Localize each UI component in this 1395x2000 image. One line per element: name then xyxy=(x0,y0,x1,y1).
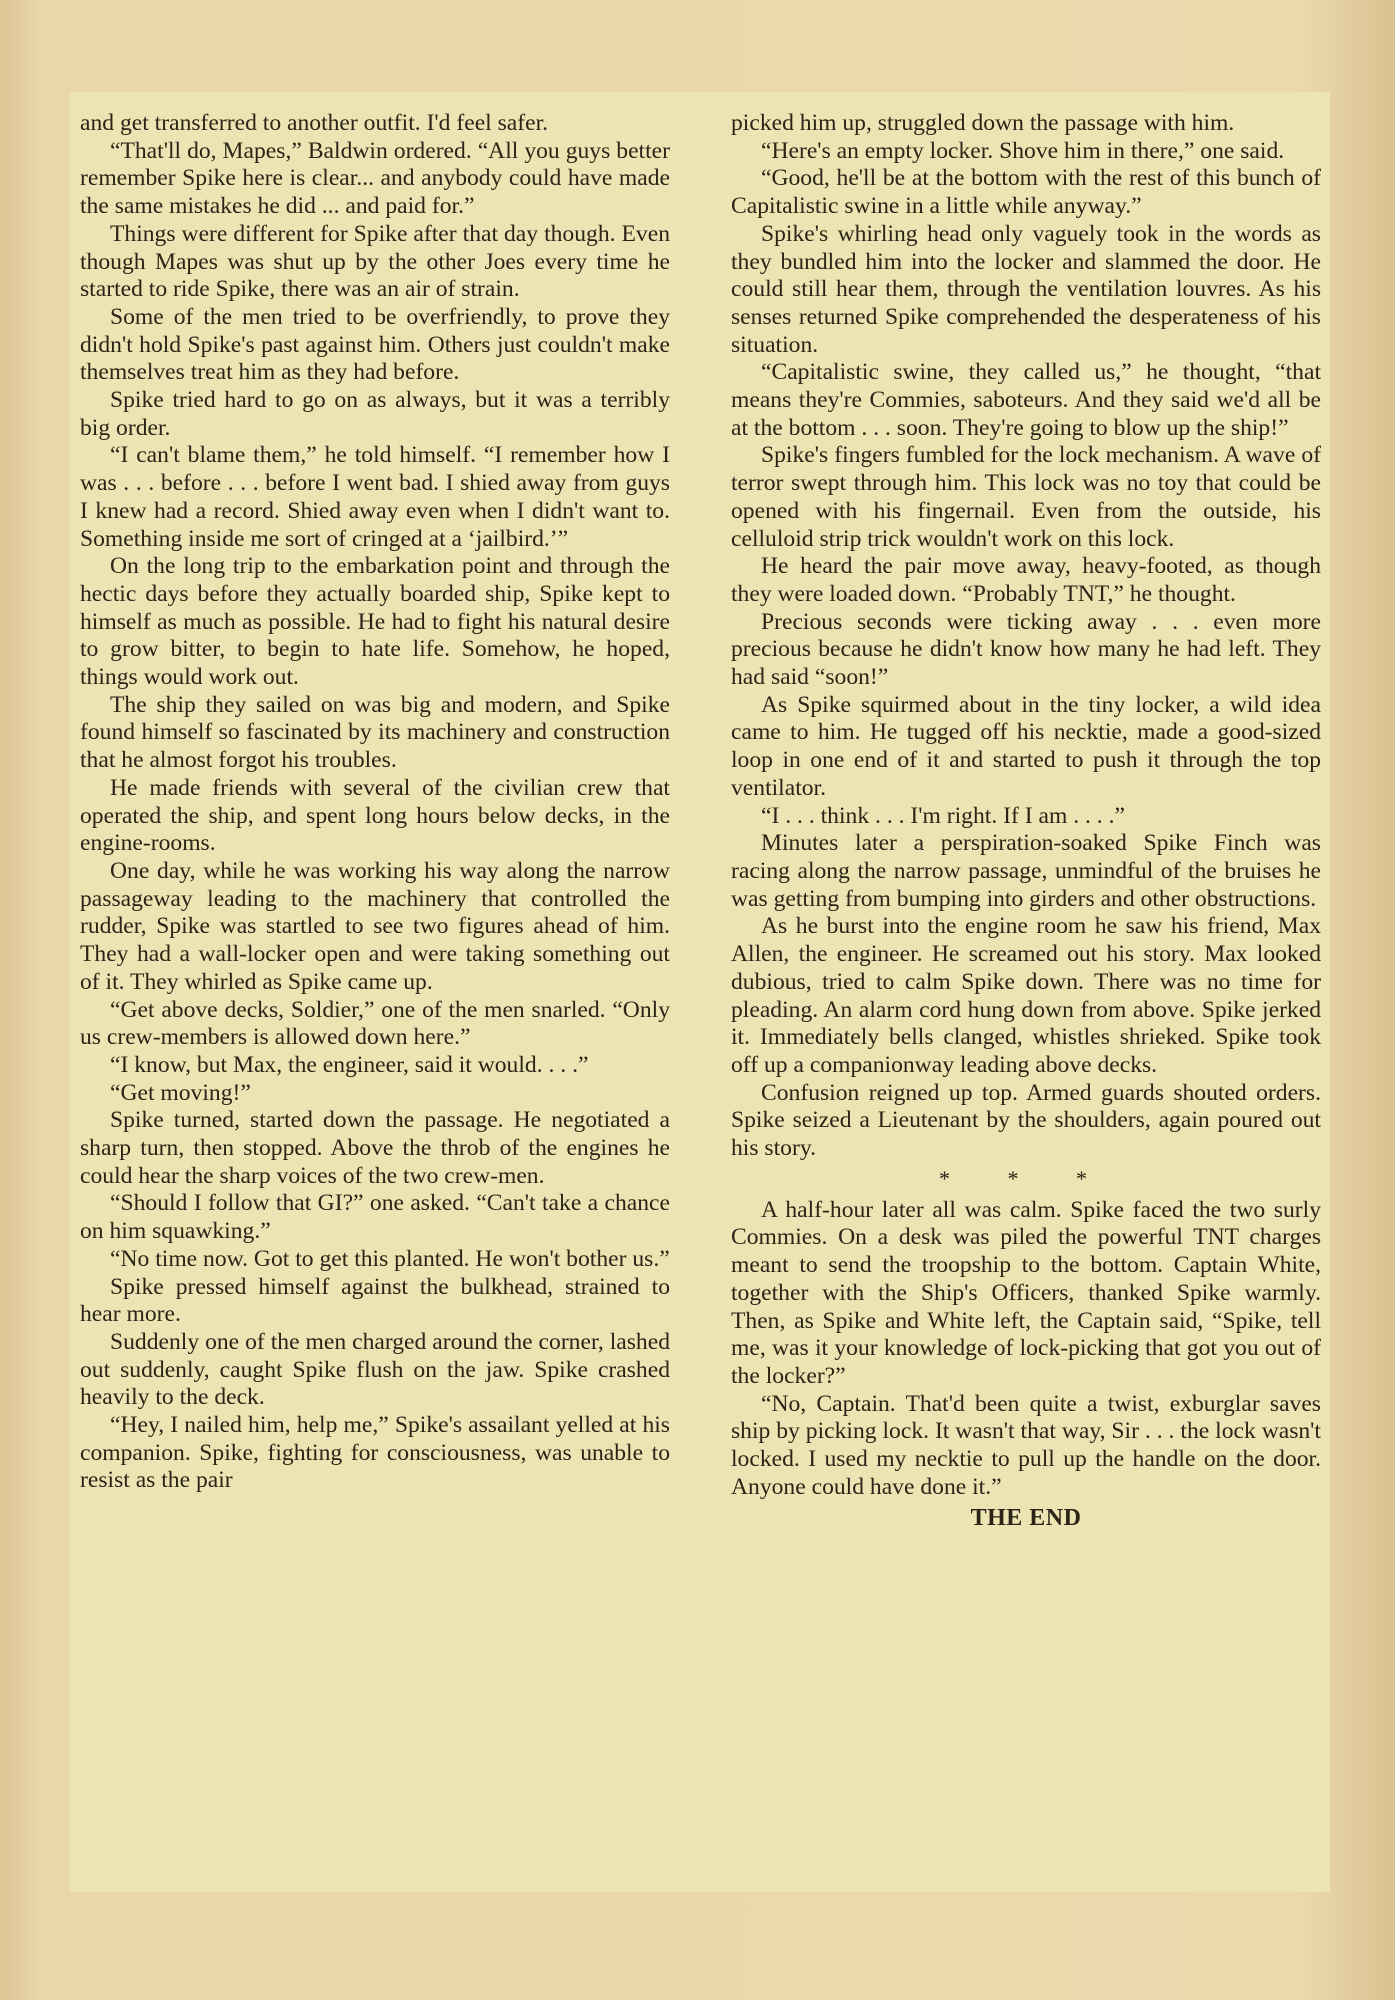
paragraph: He heard the pair move away, heavy-footed, as though they were loaded down. “Probably TNT,” he thought. xyxy=(731,553,1321,607)
paragraph: “Get moving!” xyxy=(110,1079,251,1106)
paragraph: “Hey, I nailed him, help me,” Spike's assailant yelled at his companion. Spike, fighting for consciousness, was unable to resist as the pair xyxy=(80,1412,670,1494)
paragraph: Suddenly one of the men charged around the corner, lashed out suddenly, caught Spike flush on the jaw. Spike crashed heavily to the deck. xyxy=(80,1328,670,1411)
paragraph: “I know, but Max, the engineer, said it would. . . .” xyxy=(110,1051,589,1078)
paragraph: Spike pressed himself against the bulkhead, strained to hear more. xyxy=(80,1273,670,1328)
paragraph: A half-hour later all was calm. Spike faced the two surly Commies. On a desk was piled the powerful TNT charges meant to send the troopship to the bottom. Captain White, together with the Ship's Officers, thanked Spike warmly. Then, as Spike and White left, the Captain said, “Spike, tell me, was it your knowledge of lock-picking that got you out of the locker?” xyxy=(731,1196,1321,1389)
paragraph: On the long trip to the embarkation point and through the hectic days before they actually boarded ship, Spike kept to himself as much as possible. He had to fight his natural desire to grow bitter, to begin to hate life. Somehow, he hoped, things would work out. xyxy=(80,553,670,691)
paragraph: “No, Captain. That'd been quite a twist, exburglar saves ship by picking lock. It wasn't that way, Sir . . . the lock wasn't locked. I used my necktie to pull up the handle on the door. Anyone could have done it.” xyxy=(731,1390,1321,1500)
section-separator: * * * xyxy=(939,1165,1113,1191)
paragraph: and get transferred to another outfit. I'd feel safer. xyxy=(80,110,549,136)
paragraph: Some of the men tried to be overfriendly, to prove they didn't hold Spike's past against him. Others just couldn't make themselves treat him as they had before. xyxy=(80,303,670,386)
paragraph: “That'll do, Mapes,” Baldwin ordered. “All you guys better remember Spike here is clear... and anybody could have made the same mistakes he did ... and paid for.” xyxy=(80,137,670,220)
paragraph: “I can't blame them,” he told himself. “I remember how I was . . . before . . . before I went bad. I shied away from guys I knew had a record. Shied away even when I didn't want to. Something inside me sort of cringed at a ‘jailbird.’” xyxy=(80,442,670,552)
paragraph: Spike tried hard to go on as always, but it was a terribly big order. xyxy=(80,387,670,441)
paragraph: Spike's whirling head only vaguely took in the words as they bundled him into the locker and slammed the door. He could still hear them, through the ventilation louvres. As his senses returned Spike comprehended the desperateness of his situation. xyxy=(731,220,1321,358)
paragraph: Spike turned, started down the passage. He negotiated a sharp turn, then stopped. Above the throb of the engines he could hear the sharp voices of the two crew-men. xyxy=(80,1107,670,1189)
paragraph: Minutes later a perspiration-soaked Spike Finch was racing along the narrow passage, unmindful of the bruises he was getting from bumping into girders and other obstructions. xyxy=(731,830,1321,912)
the-end-label: THE END xyxy=(970,1505,1082,1532)
paragraph: “Capitalistic swine, they called us,” he thought, “that means they're Commies, saboteurs. And they said we'd all be at the bottom . . . soon. They're going to blow up the ship!” xyxy=(731,359,1321,441)
left-column xyxy=(80,110,670,1495)
paragraph: picked him up, struggled down the passage with him. xyxy=(731,110,1235,136)
paragraph: As he burst into the engine room he saw his friend, Max Allen, the engineer. He screamed out his story. Max looked dubious, tried to calm Spike down. There was no time for pleading. An alarm cord hung down from above. Spike jerked it. Immediately bells clanged, whistles shrieked. Spike took off up a companionway leading above decks. xyxy=(731,913,1321,1078)
paragraph: “Should I follow that GI?” one asked. “Can't take a chance on him squawking.” xyxy=(80,1190,670,1245)
paragraph: “No time now. Got to get this planted. He won't bother us.” xyxy=(110,1245,670,1272)
paragraph: Spike's fingers fumbled for the lock mechanism. A wave of terror swept through him. This lock was no toy that could be opened with his fingernail. Even from the outside, his celluloid strip trick wouldn't work on this lock. xyxy=(731,442,1321,552)
paragraph: “Here's an empty locker. Shove him in there,” one said. xyxy=(761,137,1285,164)
paragraph: “I . . . think . . . I'm right. If I am . . . .” xyxy=(761,802,1125,829)
paragraph: Things were different for Spike after that day though. Even though Mapes was shut up by the other Joes every time he started to ride Spike, there was an air of strain. xyxy=(80,220,670,303)
paragraph: Precious seconds were ticking away . . . even more precious because he didn't know how many he had left. They had said “soon!” xyxy=(731,608,1321,691)
paragraph: He made friends with several of the civilian crew that operated the ship, and spent long hours below decks, in the engine-rooms. xyxy=(80,774,670,857)
paragraph: “Get above decks, Soldier,” one of the men snarled. “Only us crew-members is allowed down here.” xyxy=(80,996,670,1051)
paragraph: One day, while he was working his way along the narrow passageway leading to the machinery that controlled the rudder, Spike was startled to see two figures ahead of him. They had a wall-locker open and were taking something out of it. They whirled as Spike came up. xyxy=(80,857,670,995)
paragraph: The ship they sailed on was big and modern, and Spike found himself so fascinated by its machinery and construction that he almost forgot his troubles. xyxy=(80,691,670,774)
paragraph: “Good, he'll be at the bottom with the rest of this bunch of Capitalistic swine in a little while anyway.” xyxy=(731,165,1321,220)
paragraph: As Spike squirmed about in the tiny locker, a wild idea came to him. He tugged off his necktie, made a good-sized loop in one end of it and started to push it through the top ventilator. xyxy=(731,691,1321,801)
paragraph: Confusion reigned up top. Armed guards shouted orders. Spike seized a Lieutenant by the shoulders, again poured out his story. xyxy=(731,1079,1321,1162)
right-column xyxy=(731,110,1321,1533)
